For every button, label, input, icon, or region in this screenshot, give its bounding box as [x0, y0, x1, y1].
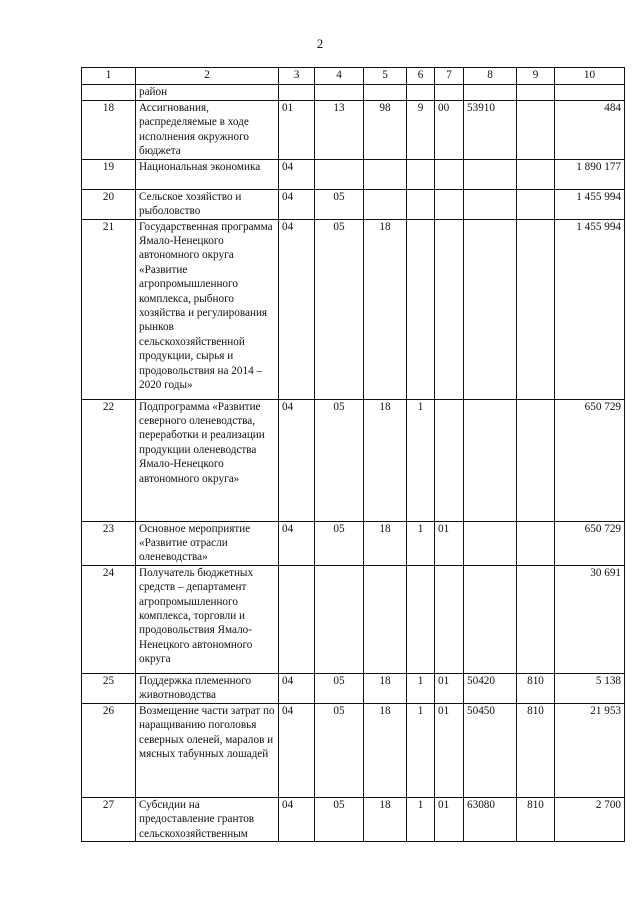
section-code-cell: 04 [279, 219, 315, 399]
event-code-cell: 00 [435, 101, 464, 160]
section-code-cell: 01 [279, 101, 315, 160]
subprogram-code-cell [407, 219, 435, 399]
program-code-cell: 98 [364, 101, 407, 160]
amount-cell: 1 455 994 [555, 219, 625, 399]
subprogram-code-cell [407, 159, 435, 189]
program-code-cell [364, 189, 407, 219]
row-name-cell: район [136, 85, 279, 101]
amount-cell: 30 691 [555, 565, 625, 673]
row-name-cell: Ассигнования, распределяемые в ходе исполнения окружного бюджета [136, 101, 279, 160]
row-name-cell: Основное мероприятие «Развитие отрасли оленеводства» [136, 521, 279, 565]
expense-type-code-cell: 810 [517, 797, 555, 841]
header-col-7: 7 [435, 68, 464, 85]
amount-cell: 2 700 [555, 797, 625, 841]
table-row [82, 673, 625, 703]
subprogram-code-cell: 1 [407, 797, 435, 841]
event-code-cell [435, 219, 464, 399]
row-name-cell: Подпрограмма «Развитие северного оленеводства, переработки и реализации продукции оленеводства Ямало-Ненецкого автономного округа» [136, 399, 279, 521]
row-number-cell: 22 [82, 399, 136, 521]
program-code-cell: 18 [364, 673, 407, 703]
subsection-code-cell [315, 159, 364, 189]
header-row [82, 68, 625, 85]
direction-code-cell [464, 159, 517, 189]
table-row [82, 85, 625, 101]
subsection-code-cell: 05 [315, 673, 364, 703]
subprogram-code-cell: 1 [407, 673, 435, 703]
subsection-code-cell: 05 [315, 521, 364, 565]
table-row [82, 797, 625, 841]
row-name-cell: Субсидии на предоставление грантов сельскохозяйственным [136, 797, 279, 841]
row-number-cell: 23 [82, 521, 136, 565]
row-name-cell: Национальная экономика [136, 159, 279, 189]
table-body [82, 85, 625, 842]
event-code-cell: 01 [435, 521, 464, 565]
header-col-10: 10 [555, 68, 625, 85]
table-row [82, 219, 625, 399]
direction-code-cell [464, 219, 517, 399]
expense-type-code-cell [517, 101, 555, 160]
row-number-cell: 18 [82, 101, 136, 160]
table-row [82, 101, 625, 160]
direction-code-cell [464, 399, 517, 521]
direction-code-cell: 53910 [464, 101, 517, 160]
row-number-cell: 26 [82, 703, 136, 797]
event-code-cell: 01 [435, 797, 464, 841]
header-col-5: 5 [364, 68, 407, 85]
table-row [82, 703, 625, 797]
row-number-cell: 24 [82, 565, 136, 673]
header-col-2: 2 [136, 68, 279, 85]
row-name-cell: Возмещение части затрат по наращиванию поголовья северных оленей, маралов и мясных табунных лошадей [136, 703, 279, 797]
expense-type-code-cell [517, 399, 555, 521]
amount-cell: 484 [555, 101, 625, 160]
budget-table [81, 67, 625, 842]
subprogram-code-cell: 1 [407, 399, 435, 521]
event-code-cell [435, 189, 464, 219]
subsection-code-cell: 05 [315, 797, 364, 841]
amount-cell [555, 85, 625, 101]
table-row [82, 565, 625, 673]
subsection-code-cell [315, 85, 364, 101]
header-col-6: 6 [407, 68, 435, 85]
section-code-cell: 04 [279, 189, 315, 219]
row-name-cell: Получатель бюджетных средств – департамент агропромышленного комплекса, торговли и продовольствия Ямало-Ненецкого автономного округа [136, 565, 279, 673]
row-number-cell: 20 [82, 189, 136, 219]
event-code-cell [435, 159, 464, 189]
direction-code-cell: 50420 [464, 673, 517, 703]
program-code-cell [364, 159, 407, 189]
amount-cell: 21 953 [555, 703, 625, 797]
subprogram-code-cell [407, 189, 435, 219]
program-code-cell: 18 [364, 219, 407, 399]
row-number-cell: 27 [82, 797, 136, 841]
subsection-code-cell [315, 565, 364, 673]
amount-cell: 5 138 [555, 673, 625, 703]
subprogram-code-cell [407, 565, 435, 673]
row-name-cell: Государственная программа Ямало-Ненецкого автономного округа «Развитие агропромышленного комплекса, рыбного хозяйства и регулирования рынков сельскохозяйственной продукции, сырья и продовольствия на 2014 – 2020 годы» [136, 219, 279, 399]
subsection-code-cell: 05 [315, 703, 364, 797]
expense-type-code-cell [517, 85, 555, 101]
event-code-cell [435, 85, 464, 101]
subsection-code-cell: 05 [315, 219, 364, 399]
section-code-cell: 04 [279, 399, 315, 521]
section-code-cell [279, 85, 315, 101]
row-name-cell: Поддержка племенного животноводства [136, 673, 279, 703]
row-number-cell [82, 85, 136, 101]
expense-type-code-cell [517, 565, 555, 673]
program-code-cell [364, 85, 407, 101]
subsection-code-cell: 13 [315, 101, 364, 160]
direction-code-cell: 63080 [464, 797, 517, 841]
event-code-cell: 01 [435, 703, 464, 797]
subprogram-code-cell: 9 [407, 101, 435, 160]
section-code-cell: 04 [279, 159, 315, 189]
row-number-cell: 25 [82, 673, 136, 703]
program-code-cell: 18 [364, 521, 407, 565]
amount-cell: 650 729 [555, 399, 625, 521]
direction-code-cell [464, 85, 517, 101]
section-code-cell: 04 [279, 673, 315, 703]
expense-type-code-cell [517, 521, 555, 565]
event-code-cell: 01 [435, 673, 464, 703]
row-name-cell: Сельское хозяйство и рыболовство [136, 189, 279, 219]
direction-code-cell [464, 189, 517, 219]
expense-type-code-cell: 810 [517, 703, 555, 797]
expense-type-code-cell [517, 189, 555, 219]
subsection-code-cell: 05 [315, 189, 364, 219]
row-number-cell: 19 [82, 159, 136, 189]
program-code-cell: 18 [364, 797, 407, 841]
section-code-cell [279, 565, 315, 673]
direction-code-cell [464, 521, 517, 565]
amount-cell: 650 729 [555, 521, 625, 565]
table-row [82, 189, 625, 219]
program-code-cell: 18 [364, 399, 407, 521]
table-row [82, 399, 625, 521]
header-col-8: 8 [464, 68, 517, 85]
expense-type-code-cell: 810 [517, 673, 555, 703]
header-col-3: 3 [279, 68, 315, 85]
header-col-1: 1 [82, 68, 136, 85]
event-code-cell [435, 399, 464, 521]
table-row [82, 159, 625, 189]
program-code-cell [364, 565, 407, 673]
event-code-cell [435, 565, 464, 673]
amount-cell: 1 890 177 [555, 159, 625, 189]
expense-type-code-cell [517, 159, 555, 189]
subprogram-code-cell: 1 [407, 703, 435, 797]
direction-code-cell: 50450 [464, 703, 517, 797]
page-number: 2 [316, 36, 324, 51]
program-code-cell: 18 [364, 703, 407, 797]
section-code-cell: 04 [279, 797, 315, 841]
header-col-9: 9 [517, 68, 555, 85]
amount-cell: 1 455 994 [555, 189, 625, 219]
subprogram-code-cell: 1 [407, 521, 435, 565]
section-code-cell: 04 [279, 703, 315, 797]
table-row [82, 521, 625, 565]
expense-type-code-cell [517, 219, 555, 399]
direction-code-cell [464, 565, 517, 673]
section-code-cell: 04 [279, 521, 315, 565]
header-col-4: 4 [315, 68, 364, 85]
subprogram-code-cell [407, 85, 435, 101]
row-number-cell: 21 [82, 219, 136, 399]
subsection-code-cell: 05 [315, 399, 364, 521]
